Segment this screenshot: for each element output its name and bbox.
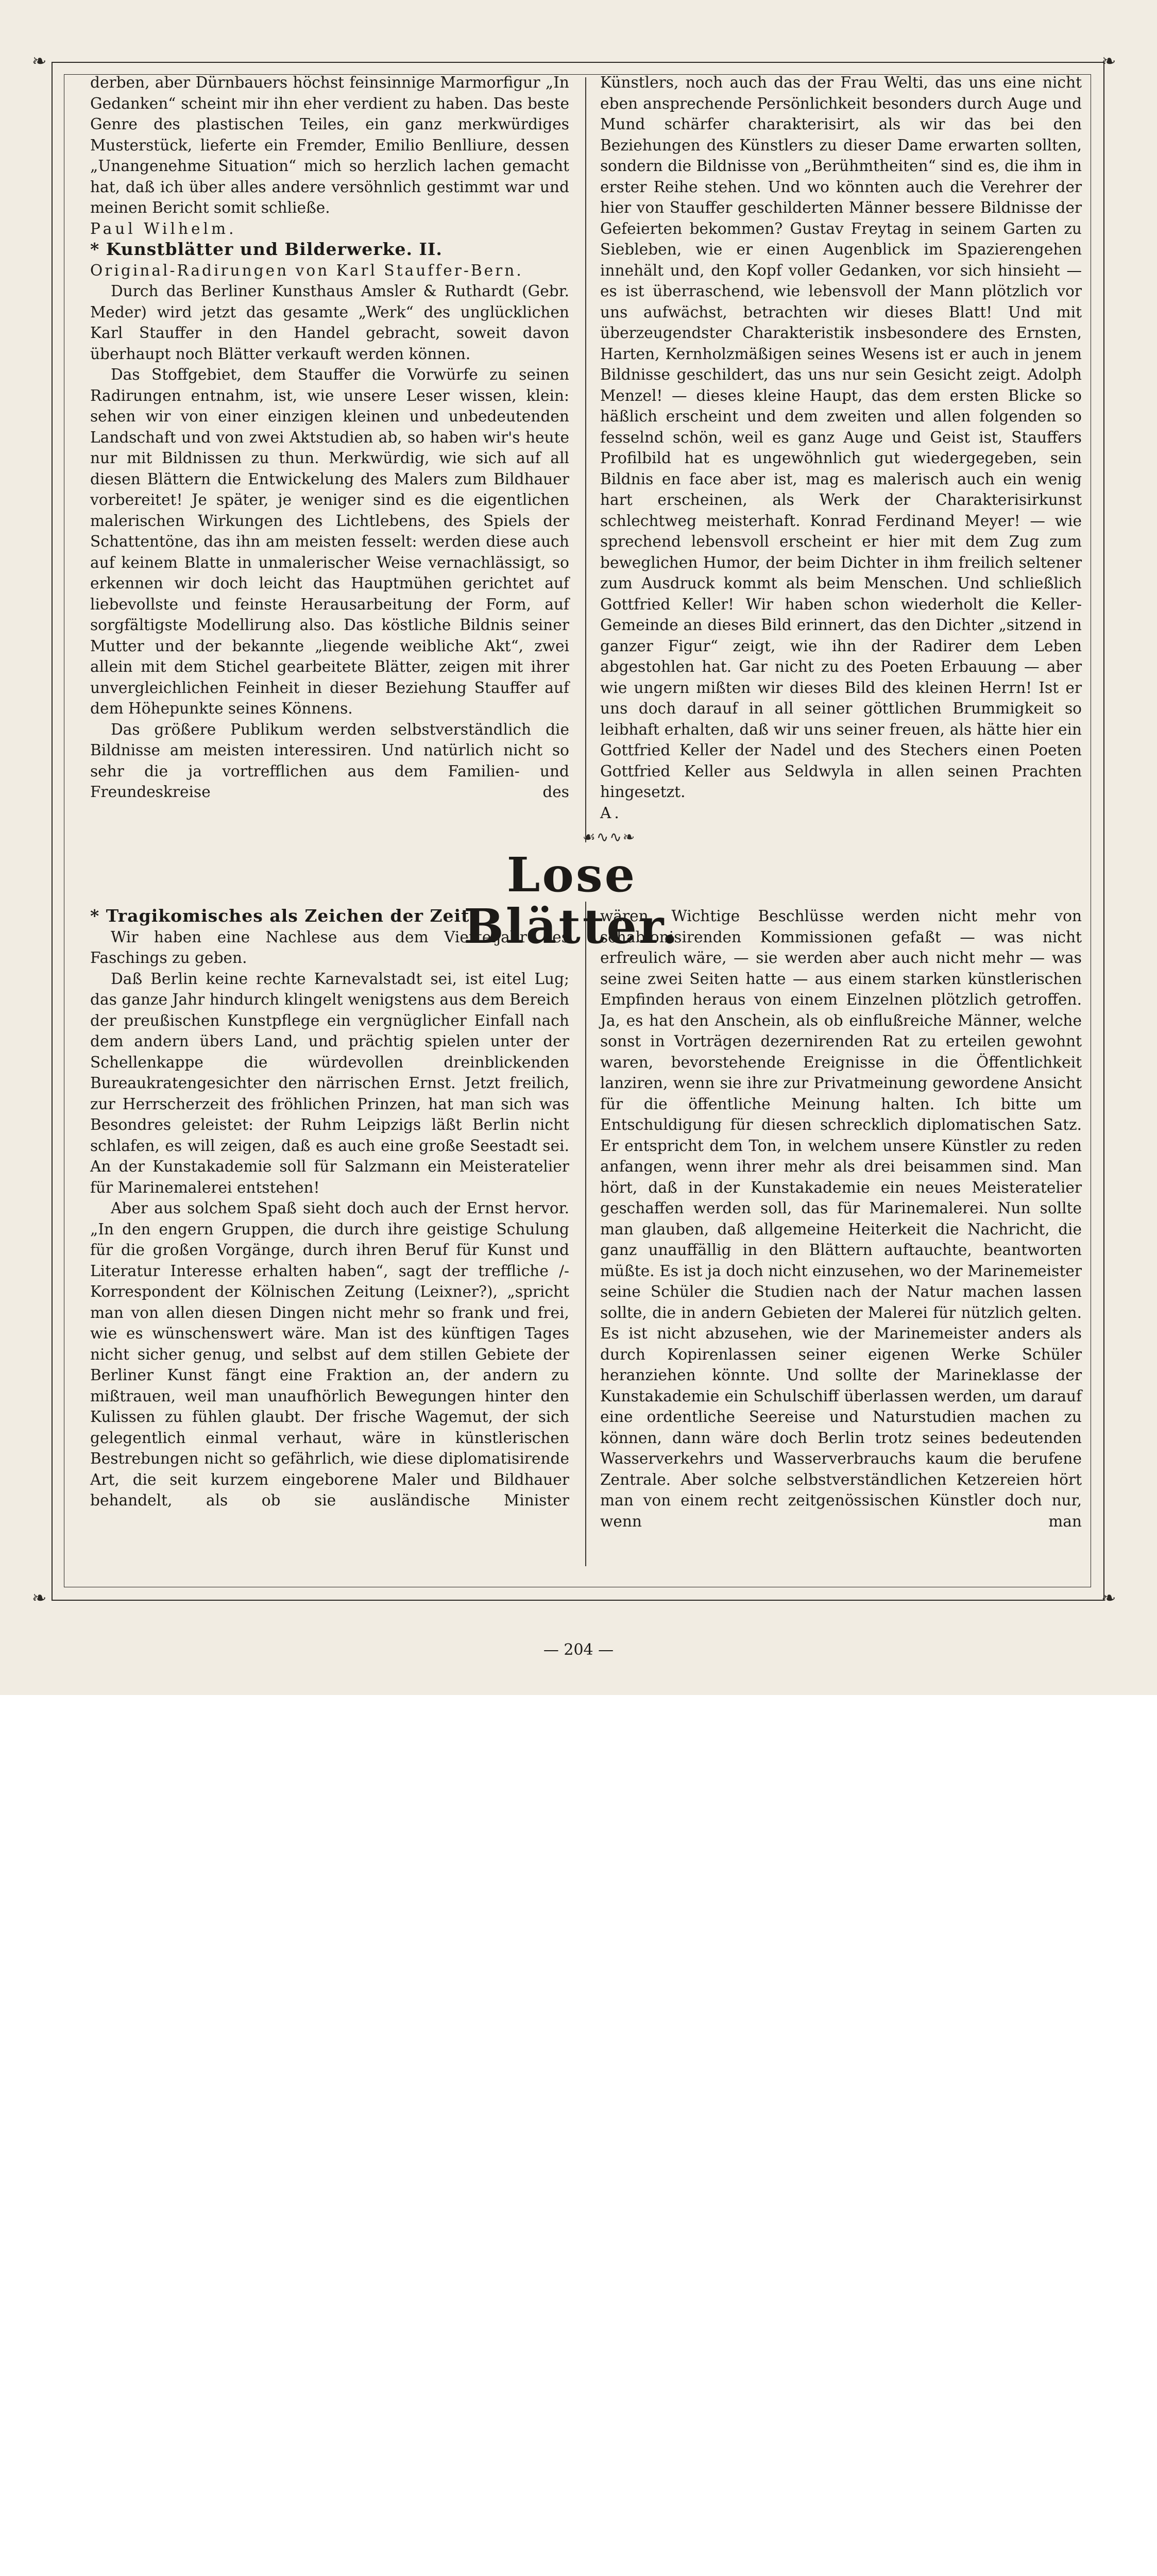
column-rule [585, 77, 586, 842]
paragraph: Das Stoffgebiet, dem Stauffer die Vorwürfe zu seinen Radirungen entnahm, ist, wie unsere Leser wissen, klein: sehen wir von einer einzigen kleinen und unbedeutenden Landschaft und von zwei Aktstudien ab, so haben wir's heute nur mit Bildnissen zu thun. Merkwürdig, wie sich auf all diesen Blättern die Entwickelung des Malers zum Bildhauer vorbereitet! Je später, je weniger sind es die eigentlichen malerischen Wirkungen des Lichtlebens, des Spiels der Schattentöne, das ihn am meisten fesselt: werden diese auch auf keinem Blatte in unmalerischer Weise vernachlässigt, so erkennen wir doch leicht das Hauptmühen gerichtet auf liebevollste und feinste Herausarbeitung der Form, auf sorgfältigste Modellirung also. Das köstliche Bildnis seiner Mutter und der bekannte „liegende weibliche Akt“, zwei allein mit dem Stichel gearbeitete Blätter, zeigen mit ihrer unvergleichlichen Feinheit in dieser Beziehung Stauffer auf dem Höhepunkte seines Könnens. [90, 366, 569, 717]
paragraph: wären. Wichtige Beschlüsse werden nicht mehr von schablonisirenden Kommissionen gefaßt — was nicht erfreulich wäre, — sie werden aber auch nicht mehr — was seine zwei Seiten hatte — aus einem starken künstlerischen Empfinden heraus von einem Einzelnen plötzlich getroffen. Ja, es hat den Anschein, als ob einflußreiche Männer, welche sonst in Vorträgen dezernirenden Rat zu erteilen gewohnt waren, bevorstehende Ereignisse in die Öffentlichkeit lanziren, wenn sie ihre zur Privatmeinung gewordene Ansicht für die öffentliche Meinung halten. Ich bitte um Entschuldigung für diesen schrecklich diplomatischen Satz. Er entspricht dem Ton, in welchem unsere Künstler zu reden anfangen, wenn ihrer mehr als drei beisammen sind. Man hört, daß in der Kunstakademie ein neues Meisteratelier geschaffen werden soll, das für Marinemalerei. Nun sollte man glauben, daß allgemeine Heiterkeit die Nachricht, die ganz unauffällig in den Blättern auftauchte, beantworten müßte. Es ist ja doch nicht einzusehen, wo der Marinemeister seine Schüler die Studien nach der Natur machen lassen sollte, die in andern Gebieten der Malerei für nützlich gelten. Es ist nicht abzusehen, wie der Marinemeister anders als durch Kopirenlassen seiner eigenen Werke Schüler heranziehen könnte. Und sollte der Marineklasse der Kunstakademie ein Schulschiff überlassen werden, um darauf eine ordentliche Seereise und Naturstudien machen zu können, dann wäre doch Berlin trotz seines bedeutenden Wasserverkehrs und Wasserverbrauchs kaum die berufene Zentrale. Aber solche selbstverständlichen Ketzereien hört man von einem recht zeitgenössischen Künstler doch nur, wenn man [600, 907, 1082, 1530]
paragraph: derben, aber Dürnbauers höchst feinsinnige Marmorfigur „In Gedanken“ scheint mir ihn eher verdient zu haben. Das beste Genre des plastischen Teiles, ein ganz merkwürdiges Musterstück, lieferte ein Fremder, Emilio Benlliure, dessen „Unangenehme Situation“ mich so herzlich lachen gemacht hat, daß ich über alles andere versöhnlich gestimmt war und meinen Bericht somit schließe. [90, 74, 569, 216]
text-column-left-top [90, 72, 569, 803]
text-column-left-bottom [90, 906, 569, 1511]
paragraph: Daß Berlin keine rechte Karnevalstadt sei, ist eitel Lug; das ganze Jahr hindurch klingelt wenigstens aus dem Bereich der preußischen Kunstpflege ein vergnüglicher Einfall nach dem andern übers Land, und prächtig spielen unter der Schellenkappe die würdevollen dreinblickenden Bureaukratengesichter den närrischen Ernst. Jetzt freilich, zur Herrscherzeit des fröhlichen Prinzen, hat man sich was Besondres geleistet: der Ruhm Leipzigs läßt Berlin nicht schlafen, es will zeigen, daß es auch eine große Seestadt sei. An der Kunstakademie soll für Salzmann ein Meisteratelier für Marinemalerei entstehen! [90, 970, 569, 1196]
corner-ornament-icon: ❧ [32, 51, 47, 72]
viewer-footer [0, 1695, 1157, 1760]
article-heading: * Kunstblätter und Bilderwerke. II. [90, 239, 443, 259]
article-heading: * Tragikomisches als Zeichen der Zeit. [90, 906, 476, 926]
corner-ornament-icon: ❧ [1101, 51, 1116, 72]
corner-ornament-icon: ❧ [32, 1588, 47, 1608]
text-column-right-bottom [600, 906, 1082, 1532]
paragraph: Das größere Publikum werden selbstverständlich die Bildnisse am meisten interessiren. Und natürlich nicht so sehr die ja vortrefflichen aus dem Familien- und Freundeskreise des [90, 720, 569, 801]
author-signature: A. [600, 804, 622, 822]
section-title: Lose Blätter. [464, 847, 680, 954]
author-signature: Paul Wilhelm. [90, 219, 237, 238]
paragraph: Künstlers, noch auch das der Frau Welti, das uns eine nicht eben ansprechende Persönlichkeit besonders durch Auge und Mund schärfer charakterisirt, als wir das bei den Beziehungen des Künstlers zu dieser Dame erwarten sollten, sondern die Bildnisse von „Berühmtheiten“ sind es, die ihm in erster Reihe stehen. Und wo könnten auch die Verehrer der hier von Stauffer geschilderten Männer bessere Bildnisse der Gefeierten bekommen? Gustav Freytag in seinem Garten zu Siebleben, wie er einen Augenblick im Spazierengehen innehält und, den Kopf voller Gedanken, vor sich hinsieht — es ist überraschend, wie lebensvoll der Mann plötzlich vor uns aufwächst, betrachten wir dieses Blatt! Und mit überzeugendster Charakteristik insbesondere des Ernsten, Harten, Kernholzmäßigen seines Wesens ist er auch in jenem Bildnisse geschildert, das uns nur sein Gesicht zeigt. Adolph Menzel! — dieses kleine Haupt, das dem ersten Blicke so häßlich erscheint und dem zweiten und allen folgenden so fesselnd schön, weil es ganz Auge und Geist ist, Stauffers Profilbild hat es ungewöhnlich gut wiedergegeben, sein Bildnis en face aber ist, mag es malerisch auch ein wenig hart erscheinen, als Werk der Charakterisirkunst schlechtweg meisterhaft. Konrad Ferdinand Meyer! — wie sprechend lebensvoll erscheint er hier mit dem Zug zum beweglichen Humor, der beim Dichter in ihm freilich seltener zum Ausdruck kommt als beim Menschen. Und schließlich Gottfried Keller! Wir haben schon wiederholt die Keller-Gemeinde an dieses Bild erinnert, das den Dichter „sitzend in ganzer Figur“ zeigt, wie ihn der Radirer dem Leben abgestohlen hat. Gar nicht zu des Poeten Erbauung — aber wie ungern mißten wir dieses Bild des kleinen Herrn! Ist er uns doch darauf in all seiner göttlichen Brummigkeit so leibhaft erhalten, daß wir uns seiner freuen, als hätte hier ein Gottfried Keller der Nadel und des Stechers einen Poeten Gottfried Keller aus Seldwyla in allen seinen Prachten hingesetzt. [600, 74, 1082, 801]
divider-ornament-icon: ☙∿∿❧ [582, 828, 636, 845]
article-subheading: Original-Radirungen von Karl Stauffer-Bern. [90, 261, 523, 279]
text-column-right-top [600, 72, 1082, 823]
page-number: — 204 — [543, 1641, 614, 1659]
corner-ornament-icon: ❧ [1101, 1588, 1116, 1608]
column-rule [585, 902, 586, 1566]
paragraph: Aber aus solchem Spaß sieht doch auch der Ernst hervor. „In den engern Gruppen, die durch ihre geistige Schulung für die großen Vorgänge, durch ihren Beruf für Kunst und Literatur Interesse erhalten haben“, sagt der treffliche /-Korrespondent der Kölnischen Zeitung (Leixner?), „spricht man von allen diesen Dingen nicht mehr so frank und frei, wie es wünschenswert wäre. Man ist des künftigen Tages nicht sicher genug, und selbst auf dem stillen Gebiete der Berliner Kunst fängt eine Fraktion an, der andern zu mißtrauen, weil man unaufhörlich Bewegungen hinter den Kulissen zu fühlen glaubt. Der frische Wagemut, der sich gelegentlich einmal verhaut, wäre in künstlerischen Bestrebungen nicht so gefährlich, wie diese diplomatisirende Art, die seit kurzem eingeborene Maler und Bildhauer behandelt, als ob sie ausländische Minister [90, 1199, 569, 1509]
paragraph: Durch das Berliner Kunsthaus Amsler & Ruthardt (Gebr. Meder) wird jetzt das gesamte „Werk“ des unglücklichen Karl Stauffer in den Handel gebracht, soweit davon überhaupt noch Blätter verkauft werden können. [90, 282, 569, 363]
paragraph: Wir haben eine Nachlese aus dem Vierteljahr des Faschings zu geben. [90, 928, 569, 967]
